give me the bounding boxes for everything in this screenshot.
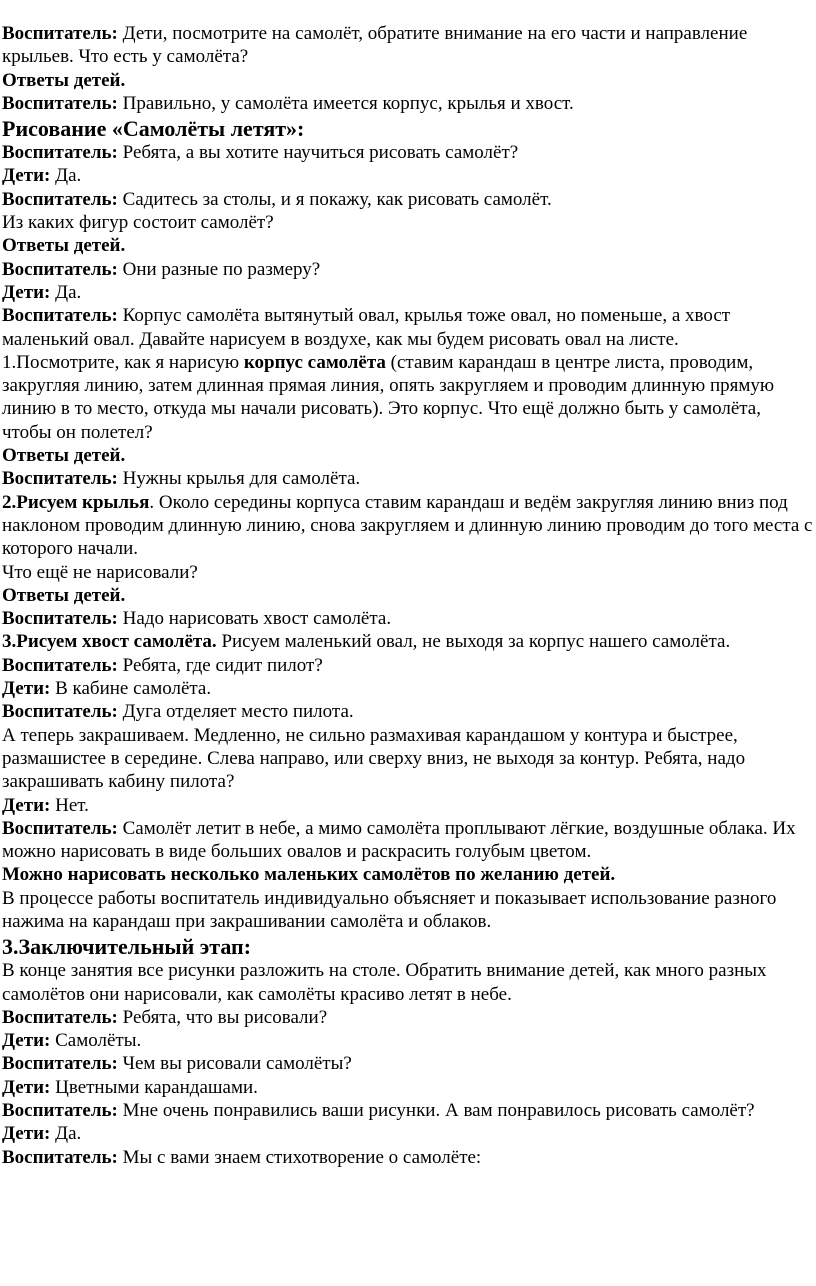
line-text: Правильно, у самолёта имеется корпус, крылья и хвост. xyxy=(122,92,574,114)
children-answers: Ответы детей. xyxy=(2,69,126,91)
section-heading-final: 3.Заключительный этап: xyxy=(2,934,252,960)
line-text: Ребята, где сидит пилот? xyxy=(122,654,323,676)
plain-line: В процессе работы воспитатель индивидуально объясняет и показывает использование разного нажима на карандаш при закрашивании самолёта и облаков. xyxy=(2,887,777,932)
line-text: Они разные по размеру? xyxy=(122,258,321,280)
speaker-label: Дети: xyxy=(2,281,51,303)
speaker-label: Дети: xyxy=(2,1076,51,1098)
line-text: Мы с вами знаем стихотворение о самолёте: xyxy=(122,1146,482,1168)
dialogue-line xyxy=(2,304,814,351)
line-text: 1.Посмотрите, как я нарисую xyxy=(2,351,244,373)
speaker-label: Воспитатель: xyxy=(2,654,118,676)
dialogue-line xyxy=(2,164,814,187)
children-answers: Ответы детей. xyxy=(2,445,126,467)
dialogue-line xyxy=(2,258,814,281)
line-text: Дети, посмотрите на самолёт, обратите внимание на его части и направление крыльев. Что есть у самолёта? xyxy=(2,23,748,68)
speaker-label: Воспитатель: xyxy=(2,608,118,630)
speaker-label: Воспитатель: xyxy=(2,92,118,114)
speaker-label: Воспитатель: xyxy=(2,1100,118,1122)
line-text: Чем вы рисовали самолёты? xyxy=(122,1053,352,1075)
line-text: Ребята, что вы рисовали? xyxy=(122,1006,328,1028)
dialogue-line xyxy=(2,654,814,677)
speaker-label: Дети: xyxy=(2,1030,51,1052)
line-text: Да. xyxy=(55,165,82,187)
speaker-label: Воспитатель: xyxy=(2,188,118,210)
dialogue-line xyxy=(2,817,814,864)
line-text: Нет. xyxy=(55,794,89,816)
section-heading-drawing: Рисование «Самолёты летят»: xyxy=(2,116,305,142)
plain-line: Из каких фигур состоит самолёт? xyxy=(2,212,274,234)
step-title: 3.Рисуем хвост самолёта. xyxy=(2,631,217,653)
line-text: Садитесь за столы, и я покажу, как рисовать самолёт. xyxy=(122,188,552,210)
children-answers: Ответы детей. xyxy=(2,235,126,257)
dialogue-line xyxy=(2,677,814,700)
step-wings xyxy=(2,491,814,561)
bold-line: Можно нарисовать несколько маленьких самолётов по желанию детей. xyxy=(2,864,616,886)
line-text: Да. xyxy=(55,1123,82,1145)
speaker-label: Воспитатель: xyxy=(2,1006,118,1028)
dialogue-line xyxy=(2,1052,814,1075)
dialogue-line xyxy=(2,1029,814,1052)
dialogue-line xyxy=(2,1076,814,1099)
step-tail xyxy=(2,630,814,653)
dialogue-line xyxy=(2,700,814,723)
children-answers: Ответы детей. xyxy=(2,584,126,606)
dialogue-line xyxy=(2,607,814,630)
speaker-label: Воспитатель: xyxy=(2,1146,118,1168)
line-text: В кабине самолёта. xyxy=(55,678,212,700)
step-body xyxy=(2,351,814,444)
speaker-label: Воспитатель: xyxy=(2,817,118,839)
speaker-label: Воспитатель: xyxy=(2,23,118,44)
dialogue-line xyxy=(2,1006,814,1029)
speaker-label: Воспитатель: xyxy=(2,468,118,490)
line-text: Рисуем маленький овал, не выходя за корпус нашего самолёта. xyxy=(216,631,731,653)
line-text: Да. xyxy=(55,281,82,303)
line-text: Самолёты. xyxy=(55,1030,142,1052)
dialogue-line xyxy=(2,92,814,115)
line-text: Самолёт летит в небе, а мимо самолёта проплывают лёгкие, воздушные облака. Их можно нарисовать в виде больших овалов и раскрасить голубым цветом. xyxy=(2,817,796,863)
bold-phrase: корпус самолёта xyxy=(243,351,386,373)
dialogue-line xyxy=(2,281,814,304)
dialogue-line xyxy=(2,794,814,817)
line-text: Мне очень понравились ваши рисунки. А вам понравилось рисовать самолёт? xyxy=(122,1100,755,1122)
speaker-label: Дети: xyxy=(2,678,51,700)
plain-line: Что ещё не нарисовали? xyxy=(2,561,198,583)
plain-line: В конце занятия все рисунки разложить на столе. Обратить внимание детей, как много разных самолётов они нарисовали, как самолёты красиво летят в небе. xyxy=(2,960,767,1005)
speaker-label: Воспитатель: xyxy=(2,142,118,164)
speaker-label: Воспитатель: xyxy=(2,701,118,723)
step-title: 2.Рисуем крылья xyxy=(2,491,150,513)
speaker-label: Дети: xyxy=(2,1123,51,1145)
line-text: Надо нарисовать хвост самолёта. xyxy=(122,608,392,630)
speaker-label: Воспитатель: xyxy=(2,258,118,280)
dialogue-line xyxy=(2,467,814,490)
speaker-label: Воспитатель: xyxy=(2,305,118,327)
line-text: Дуга отделяет место пилота. xyxy=(122,701,354,723)
dialogue-line xyxy=(2,1146,814,1169)
dialogue-line xyxy=(2,1099,814,1122)
line-text: (ставим карандаш в центре листа, проводим, закругляя линию, затем длинная прямая линия, опять закругляем и проводим длинную прямую линию в то место, откуда мы начали рисовать). Это корпус. Что ещё должно быть у самолёта, чтобы он полетел? xyxy=(2,351,775,443)
line-text: . Около середины корпуса ставим карандаш и ведём закругляя линию вниз под наклоном проводим длинную линию, снова закругляем и длинную линию проводим до того места с которого начали. xyxy=(2,491,813,560)
plain-line: А теперь закрашиваем. Медленно, не сильно размахивая карандашом у контура и быстрее, размашистее в середине. Слева направо, или сверху вниз, не выходя за контур. Ребята, надо закрашивать кабину пилота? xyxy=(2,724,746,793)
line-text: Корпус самолёта вытянутый овал, крылья тоже овал, но поменьше, а хвост маленький овал. Давайте нарисуем в воздухе, как мы будем рисовать овал на листе. xyxy=(2,305,731,350)
line-text: Ребята, а вы хотите научиться рисовать самолёт? xyxy=(122,142,519,164)
line-text: Цветными карандашами. xyxy=(55,1076,258,1098)
dialogue-line xyxy=(2,22,814,69)
dialogue-line xyxy=(2,141,814,164)
line-text: Нужны крылья для самолёта. xyxy=(122,468,361,490)
speaker-label: Дети: xyxy=(2,165,51,187)
dialogue-line xyxy=(2,188,814,211)
dialogue-line xyxy=(2,1122,814,1145)
speaker-label: Дети: xyxy=(2,794,51,816)
speaker-label: Воспитатель: xyxy=(2,1053,118,1075)
